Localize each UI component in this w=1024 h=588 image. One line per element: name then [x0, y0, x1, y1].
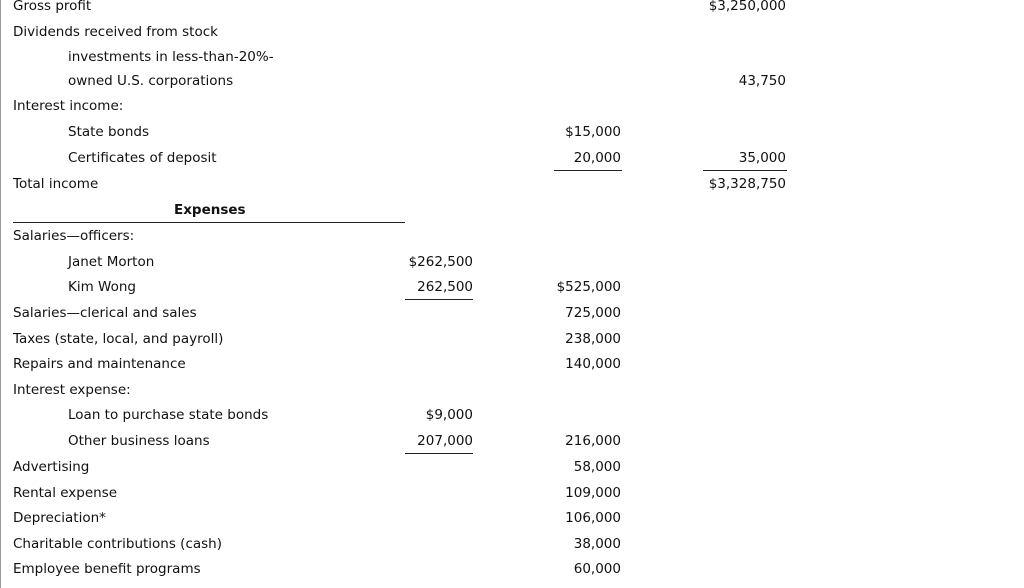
row-charitable	[0, 536, 1024, 556]
loan-state-bonds-label: Loan to purchase state bonds	[68, 407, 269, 423]
row-dividends-line2	[0, 49, 1024, 69]
salaries-clerical-amount: 725,000	[565, 305, 621, 321]
row-advertising	[0, 459, 1024, 479]
other-business-loans-label: Other business loans	[68, 433, 210, 449]
row-certificates-of-deposit	[0, 150, 1024, 170]
underline-interest-col2	[554, 170, 622, 171]
row-interest-income	[0, 98, 1024, 118]
row-loan-state-bonds	[0, 407, 1024, 427]
rental-amount: 109,000	[565, 485, 621, 501]
row-gross-profit	[0, 0, 1024, 18]
advertising-amount: 58,000	[573, 459, 621, 475]
dividends-label-line1: Dividends received from stock	[13, 24, 218, 40]
employee-benefits-amount: 60,000	[573, 561, 621, 577]
row-repairs	[0, 356, 1024, 376]
interest-expense-total: 216,000	[565, 433, 621, 449]
gross-profit-amount: $3,250,000	[708, 0, 786, 14]
depreciation-amount: 106,000	[565, 510, 621, 526]
row-dividends-line3	[0, 73, 1024, 93]
other-business-loans-amount: 207,000	[417, 433, 473, 449]
row-salaries-officers	[0, 228, 1024, 248]
gross-profit-label: Gross profit	[13, 0, 92, 14]
advertising-label: Advertising	[13, 459, 90, 475]
state-bonds-label: State bonds	[68, 124, 150, 140]
row-total-income	[0, 176, 1024, 196]
loan-state-bonds-amount: $9,000	[425, 407, 473, 423]
row-other-business-loans	[0, 433, 1024, 453]
taxes-amount: 238,000	[565, 331, 621, 347]
expenses-heading: Expenses	[174, 202, 246, 218]
row-janet-morton	[0, 254, 1024, 274]
repairs-amount: 140,000	[565, 356, 621, 372]
state-bonds-amount: $15,000	[565, 124, 621, 140]
row-kim-wong	[0, 279, 1024, 299]
janet-morton-amount: $262,500	[408, 254, 473, 270]
interest-expense-label: Interest expense:	[13, 382, 131, 398]
row-dividends-line1	[0, 24, 1024, 44]
interest-income-total: 35,000	[738, 150, 786, 166]
certificates-label: Certificates of deposit	[68, 150, 217, 166]
charitable-amount: 38,000	[573, 536, 621, 552]
interest-income-label: Interest income:	[13, 98, 124, 114]
salaries-clerical-label: Salaries—clerical and sales	[13, 305, 197, 321]
kim-wong-label: Kim Wong	[68, 279, 136, 295]
underline-officers-col1	[405, 299, 473, 300]
row-interest-expense	[0, 382, 1024, 402]
underline-interest-col3	[703, 170, 787, 171]
rental-label: Rental expense	[13, 485, 118, 501]
underline-interest-expense-col1	[405, 453, 473, 454]
kim-wong-amount: 262,500	[417, 279, 473, 295]
total-income-amount: $3,328,750	[708, 176, 786, 192]
row-depreciation	[0, 510, 1024, 530]
charitable-label: Charitable contributions (cash)	[13, 536, 222, 552]
certificates-amount: 20,000	[573, 150, 621, 166]
salaries-officers-label: Salaries—officers:	[13, 228, 135, 244]
dividends-label-line2: investments in less-than-20%-	[68, 49, 274, 65]
taxes-label: Taxes (state, local, and payroll)	[13, 331, 224, 347]
row-rental	[0, 485, 1024, 505]
dividends-amount: 43,750	[738, 73, 786, 89]
row-state-bonds	[0, 124, 1024, 144]
row-employee-benefits	[0, 561, 1024, 581]
janet-morton-label: Janet Morton	[68, 254, 155, 270]
row-taxes	[0, 331, 1024, 351]
depreciation-label: Depreciation*	[13, 510, 106, 526]
row-expenses-heading	[0, 202, 1024, 222]
row-salaries-clerical	[0, 305, 1024, 325]
repairs-label: Repairs and maintenance	[13, 356, 186, 372]
total-income-label: Total income	[13, 176, 99, 192]
dividends-label-line3: owned U.S. corporations	[68, 73, 234, 89]
salaries-officers-total: $525,000	[556, 279, 621, 295]
expenses-heading-rule	[13, 222, 405, 223]
employee-benefits-label: Employee benefit programs	[13, 561, 201, 577]
